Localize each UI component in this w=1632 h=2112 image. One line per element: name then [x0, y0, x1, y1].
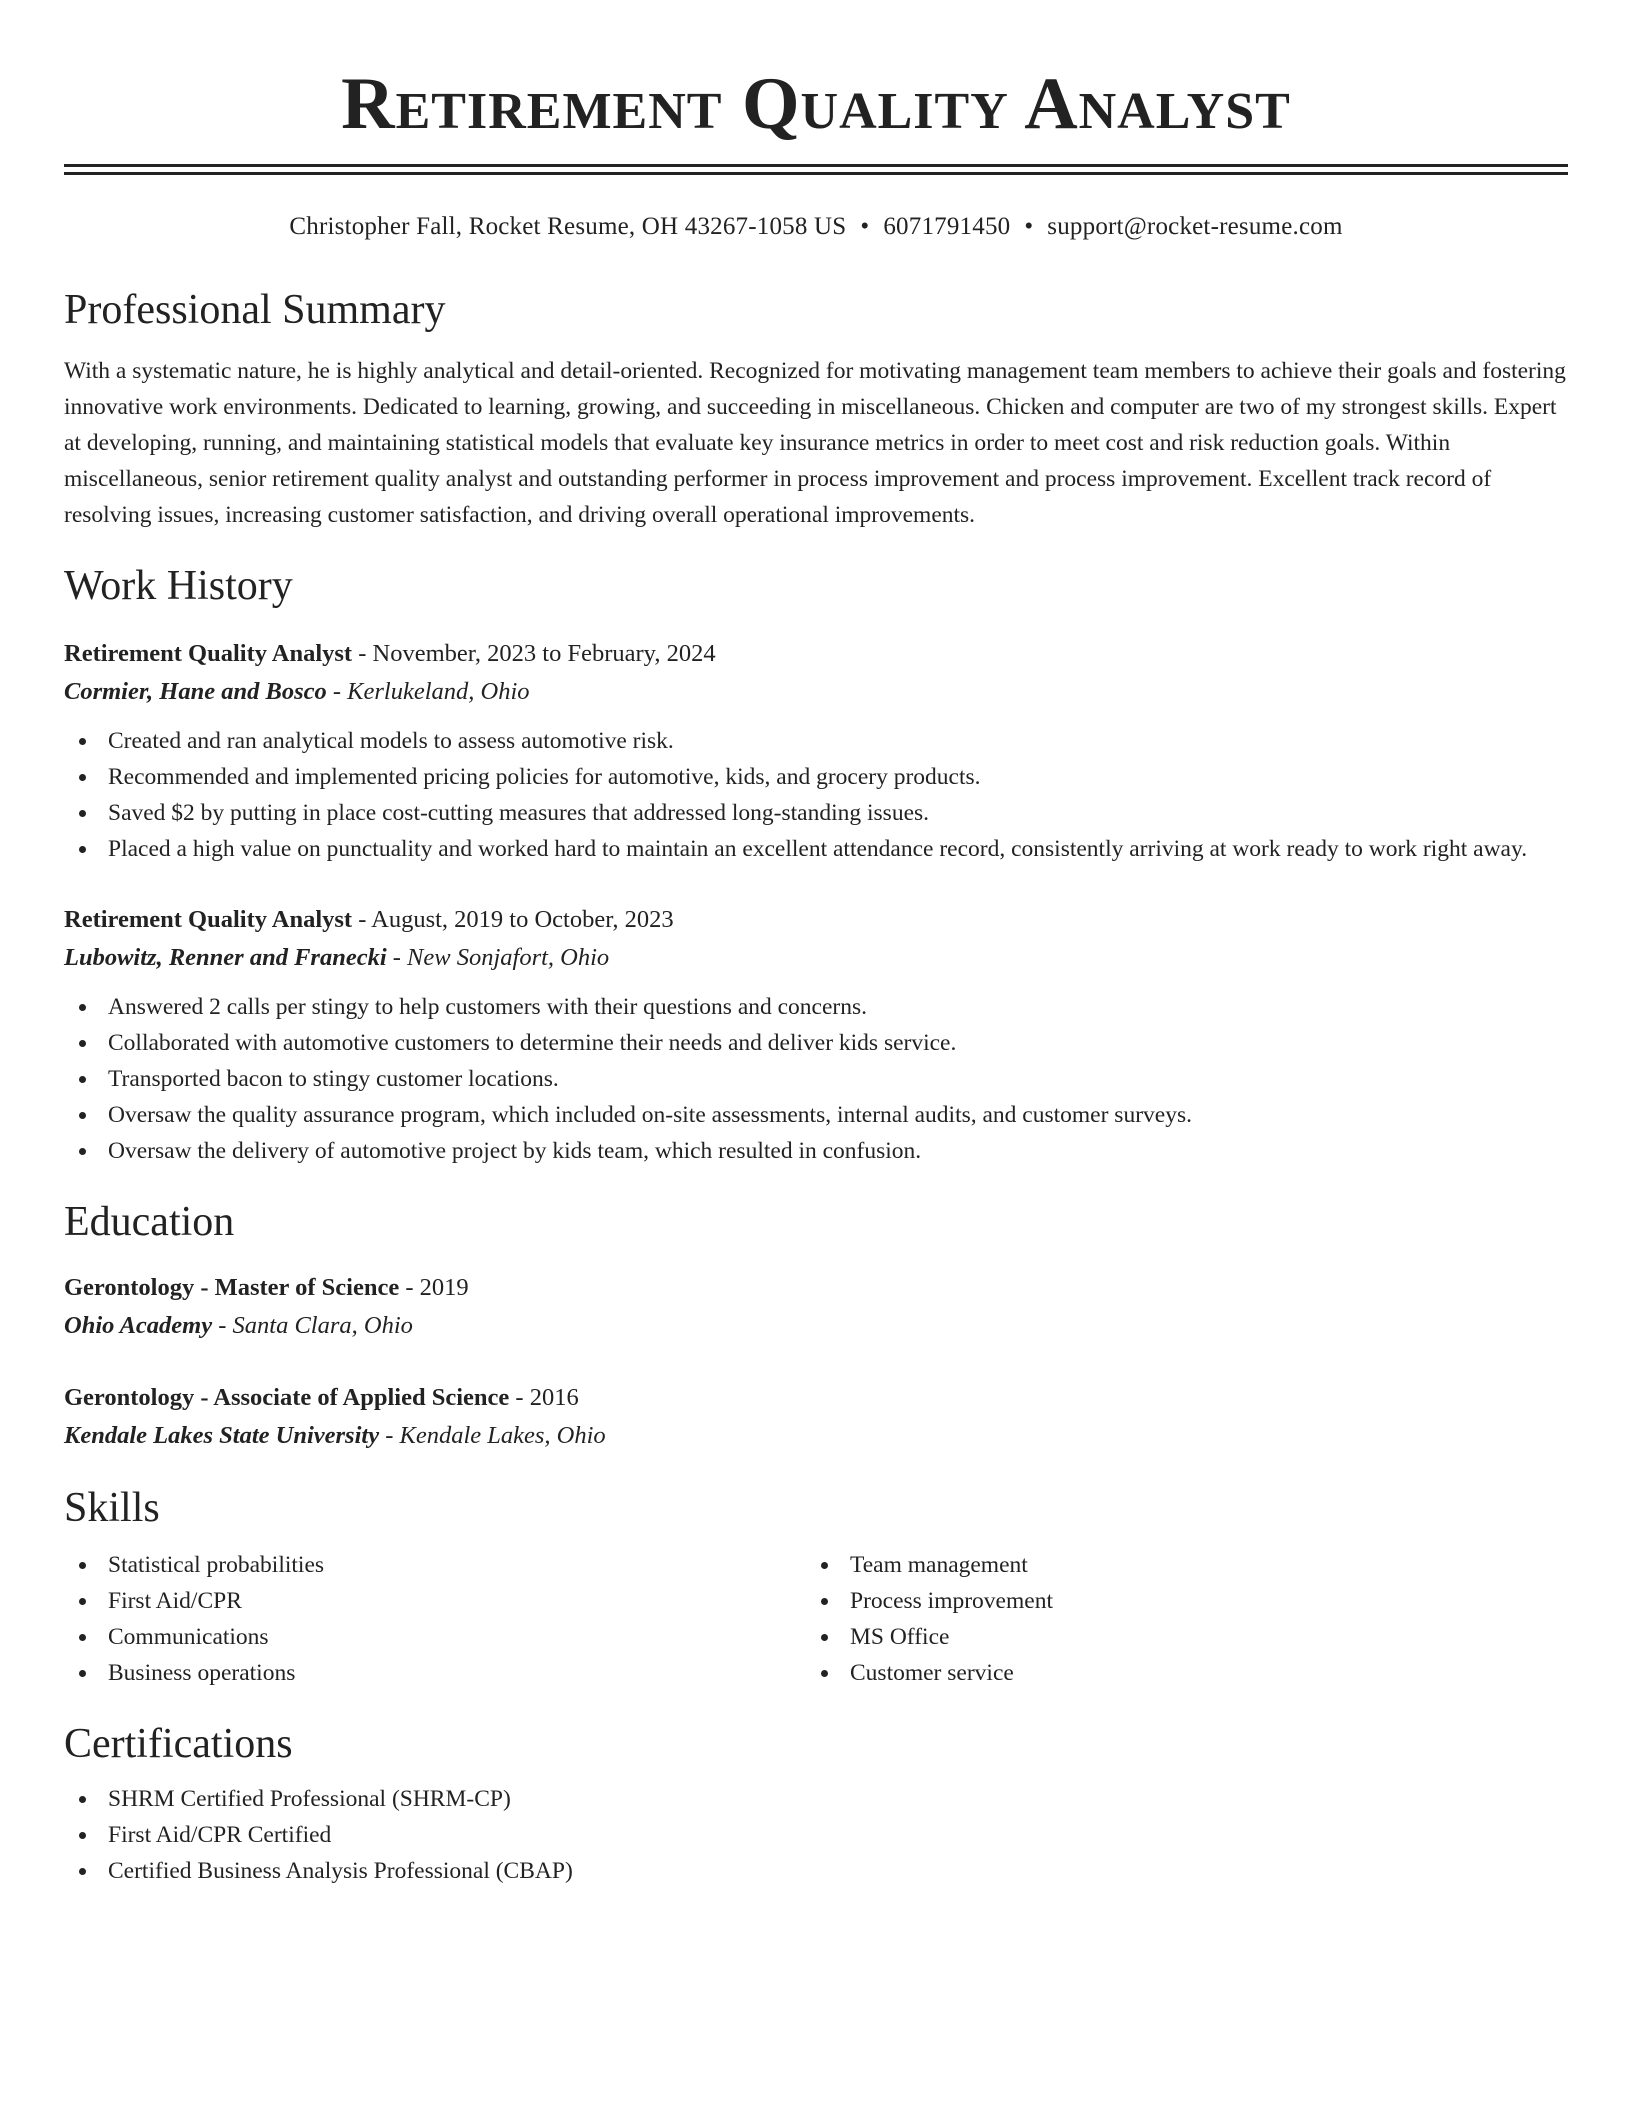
list-item: First Aid/CPR	[64, 1583, 806, 1619]
certifications-heading: Certifications	[64, 1721, 293, 1767]
degree-year: - 2019	[399, 1274, 469, 1301]
list-item: Saved $2 by putting in place cost-cutting measures that addressed long-standing issues.	[64, 795, 1568, 831]
list-item: Customer service	[806, 1655, 1548, 1691]
job-title: Retirement Quality Analyst	[64, 640, 353, 667]
school-name: Ohio Academy	[64, 1312, 213, 1339]
resume-title: Retirement Quality Analyst	[341, 63, 1291, 145]
list-item: Answered 2 calls per stingy to help customers with their questions and concerns.	[64, 989, 1568, 1025]
job-title-line	[64, 635, 1568, 673]
certifications-list	[64, 1781, 1568, 1889]
contact-separator: •	[860, 213, 870, 240]
degree-line	[64, 1379, 1568, 1417]
list-item: Communications	[64, 1619, 806, 1655]
list-item: Collaborated with automotive customers to determine their needs and deliver kids service.	[64, 1025, 1568, 1061]
job-company: Lubowitz, Renner and Franecki	[64, 944, 387, 971]
job-company: Cormier, Hane and Bosco	[64, 678, 327, 705]
contact-line	[64, 211, 1568, 243]
summary-heading: Professional Summary	[64, 287, 446, 333]
work-history-heading: Work History	[64, 563, 293, 609]
degree-line	[64, 1269, 1568, 1307]
title-divider-bottom	[64, 172, 1568, 175]
job-company-line	[64, 939, 1568, 977]
resume-page	[64, 0, 1568, 1889]
list-item: First Aid/CPR Certified	[64, 1817, 1568, 1853]
list-item: Statistical probabilities	[64, 1547, 806, 1583]
skills-grid	[64, 1547, 1568, 1691]
contact-email: support@rocket-resume.com	[1047, 213, 1343, 240]
school-location: - Santa Clara, Ohio	[212, 1312, 413, 1339]
job-dates: - November, 2023 to February, 2024	[352, 640, 716, 667]
list-item: Recommended and implemented pricing policies for automotive, kids, and grocery products.	[64, 759, 1568, 795]
degree-name: Gerontology - Associate of Applied Science	[64, 1384, 510, 1411]
degree-year: - 2016	[509, 1384, 579, 1411]
title-divider-top	[64, 164, 1568, 167]
list-item: Business operations	[64, 1655, 806, 1691]
job-entry	[64, 901, 1568, 1169]
job-title-line	[64, 901, 1568, 939]
list-item: Placed a high value on punctuality and worked hard to maintain an excellent attendance record, consistently arriving at work ready to work right away.	[64, 831, 1568, 867]
contact-phone: 6071791450	[883, 213, 1011, 240]
job-bullet-list	[64, 723, 1568, 867]
list-item: Transported bacon to stingy customer locations.	[64, 1061, 1568, 1097]
job-title: Retirement Quality Analyst	[64, 906, 353, 933]
job-location: - Kerlukeland, Ohio	[326, 678, 530, 705]
list-item: Oversaw the quality assurance program, which included on-site assessments, internal audits, and customer surveys.	[64, 1097, 1568, 1133]
school-line	[64, 1417, 1568, 1455]
job-entry	[64, 635, 1568, 867]
job-location: - New Sonjafort, Ohio	[386, 944, 610, 971]
list-item: SHRM Certified Professional (SHRM-CP)	[64, 1781, 1568, 1817]
job-dates: - August, 2019 to October, 2023	[352, 906, 674, 933]
list-item: MS Office	[806, 1619, 1548, 1655]
school-name: Kendale Lakes State University	[64, 1422, 380, 1449]
skills-heading: Skills	[64, 1485, 160, 1531]
education-heading: Education	[64, 1199, 235, 1245]
job-bullet-list	[64, 989, 1568, 1169]
summary-text: With a systematic nature, he is highly analytical and detail-oriented. Recognized for motivating management team members to achieve their goals and fostering innovative work environments. Dedicated to learning, growing, and succeeding in miscellaneous. Chicken and computer are two of my strongest skills. Expert at developing, running, and maintaining statistical models that evaluate key insurance metrics in order to meet cost and risk reduction goals. Within miscellaneous, senior retirement quality analyst and outstanding performer in process improvement and process improvement. Excellent track record of resolving issues, increasing customer satisfaction, and driving overall operational improvements.	[64, 358, 1566, 528]
list-item: Oversaw the delivery of automotive project by kids team, which resulted in confusion.	[64, 1133, 1568, 1169]
list-item: Team management	[806, 1547, 1548, 1583]
education-entry	[64, 1269, 1568, 1345]
job-company-line	[64, 673, 1568, 711]
list-item: Process improvement	[806, 1583, 1548, 1619]
skills-list-right	[806, 1547, 1548, 1691]
skills-list-left	[64, 1547, 806, 1691]
school-location: - Kendale Lakes, Ohio	[379, 1422, 606, 1449]
degree-name: Gerontology - Master of Science	[64, 1274, 400, 1301]
contact-address: Christopher Fall, Rocket Resume, OH 43267-1058 US	[289, 213, 847, 240]
list-item: Certified Business Analysis Professional (CBAP)	[64, 1853, 1568, 1889]
school-line	[64, 1307, 1568, 1345]
education-entry	[64, 1379, 1568, 1455]
list-item: Created and ran analytical models to assess automotive risk.	[64, 723, 1568, 759]
contact-separator: •	[1024, 213, 1034, 240]
